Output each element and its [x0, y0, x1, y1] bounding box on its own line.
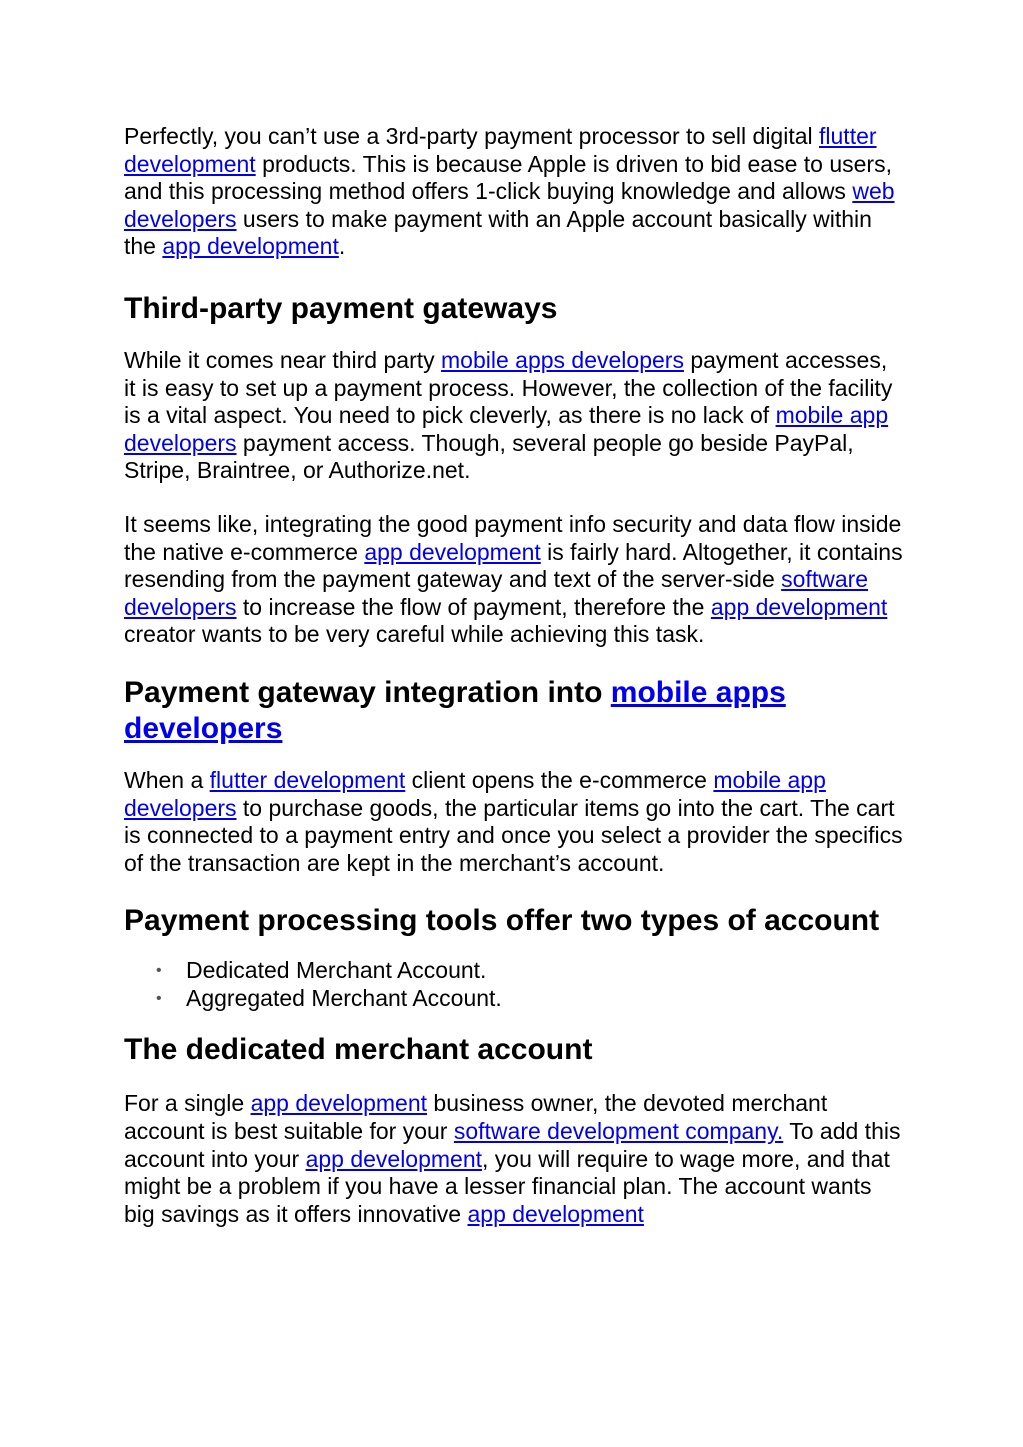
heading-text: Payment gateway integration into	[124, 675, 611, 709]
link-mobile-apps-developers[interactable]: mobile apps developers	[441, 346, 684, 373]
heading-gateway-integration	[124, 675, 904, 747]
link-app-development[interactable]: app development	[467, 1200, 644, 1227]
text: While it comes near third party	[124, 346, 442, 373]
text: When a	[124, 766, 210, 793]
text: client opens the e-commerce	[405, 766, 714, 793]
paragraph-checkout	[124, 767, 904, 877]
paragraph-intro	[124, 123, 904, 261]
link-flutter-development[interactable]: flutter development	[209, 766, 406, 793]
heading-account-types: Payment processing tools offer two types of account	[124, 904, 880, 938]
paragraph-third-party	[124, 347, 904, 485]
text: payment accesses, it is easy to set up a payment process. However, the collection of the facility is a vital aspect. You need to pick cleverly, as there is no lack of	[124, 346, 893, 429]
text: creator wants to be very careful while achieving this task.	[124, 621, 705, 648]
link-app-development[interactable]: app development	[250, 1090, 428, 1117]
text: It seems like, integrating the good payment info security and data flow inside the native e-commerce	[124, 510, 902, 565]
text: to increase the flow of payment, therefore the	[236, 593, 711, 620]
link-app-development[interactable]: app development	[162, 233, 339, 260]
list-item-text: Dedicated Merchant Account.	[186, 957, 487, 984]
link-web-developers[interactable]: web developers	[124, 178, 895, 232]
account-types-list	[124, 957, 904, 1012]
text: , you will require to wage more, and that might be a problem if you have a lesser financial plan. The account wants big savings as it offers innovative	[124, 1145, 890, 1227]
list-item	[156, 984, 904, 1013]
text: For a single	[124, 1090, 251, 1117]
paragraph-dedicated-account	[124, 1090, 904, 1228]
link-software-developers[interactable]: software developers	[124, 566, 869, 620]
heading-third-party-gateways: Third-party payment gateways	[124, 291, 558, 325]
link-software-development-company[interactable]: software development company.	[453, 1118, 784, 1145]
document-page	[124, 123, 904, 1228]
heading-dedicated-account: The dedicated merchant account	[124, 1033, 593, 1067]
text: To add this account into your	[124, 1118, 901, 1172]
link-mobile-app-developers[interactable]: mobile app developers	[124, 402, 889, 456]
text: to purchase goods, the particular items go into the cart. The cart is connected to a payment entry and once you select a provider the specifics of the transaction are kept in the merchant’s account.	[124, 794, 903, 876]
link-app-development[interactable]: app development	[710, 593, 888, 620]
text: products. This is because Apple is driven to bid ease to users, and this processing method offers 1-click buying knowledge and allows	[124, 150, 892, 205]
text: is fairly hard. Altogether, it contains resending from the payment gateway and text of the server-side	[124, 538, 903, 593]
link-flutter-development[interactable]: flutter development	[124, 123, 877, 177]
bullet-icon: •	[156, 989, 162, 1007]
paragraph-integration	[124, 511, 904, 649]
link-mobile-apps-developers-heading[interactable]: mobile apps developers	[124, 675, 786, 745]
link-app-development[interactable]: app development	[364, 538, 541, 565]
bullet-icon: •	[156, 962, 162, 980]
text: payment access. Though, several people go beside PayPal, Stripe, Braintree, or Authorize.net.	[124, 429, 854, 484]
list-item-text: Aggregated Merchant Account.	[186, 984, 502, 1011]
list-item	[156, 957, 904, 985]
link-mobile-app-developers[interactable]: mobile app developers	[124, 766, 826, 821]
text: .	[338, 233, 346, 260]
link-app-development[interactable]: app development	[305, 1145, 483, 1172]
text: business owner, the devoted merchant account is best suitable for your	[124, 1090, 828, 1145]
text: Perfectly, you can’t use a 3rd-party payment processor to sell digital	[124, 123, 820, 149]
text: users to make payment with an Apple account basically within the	[124, 205, 872, 260]
